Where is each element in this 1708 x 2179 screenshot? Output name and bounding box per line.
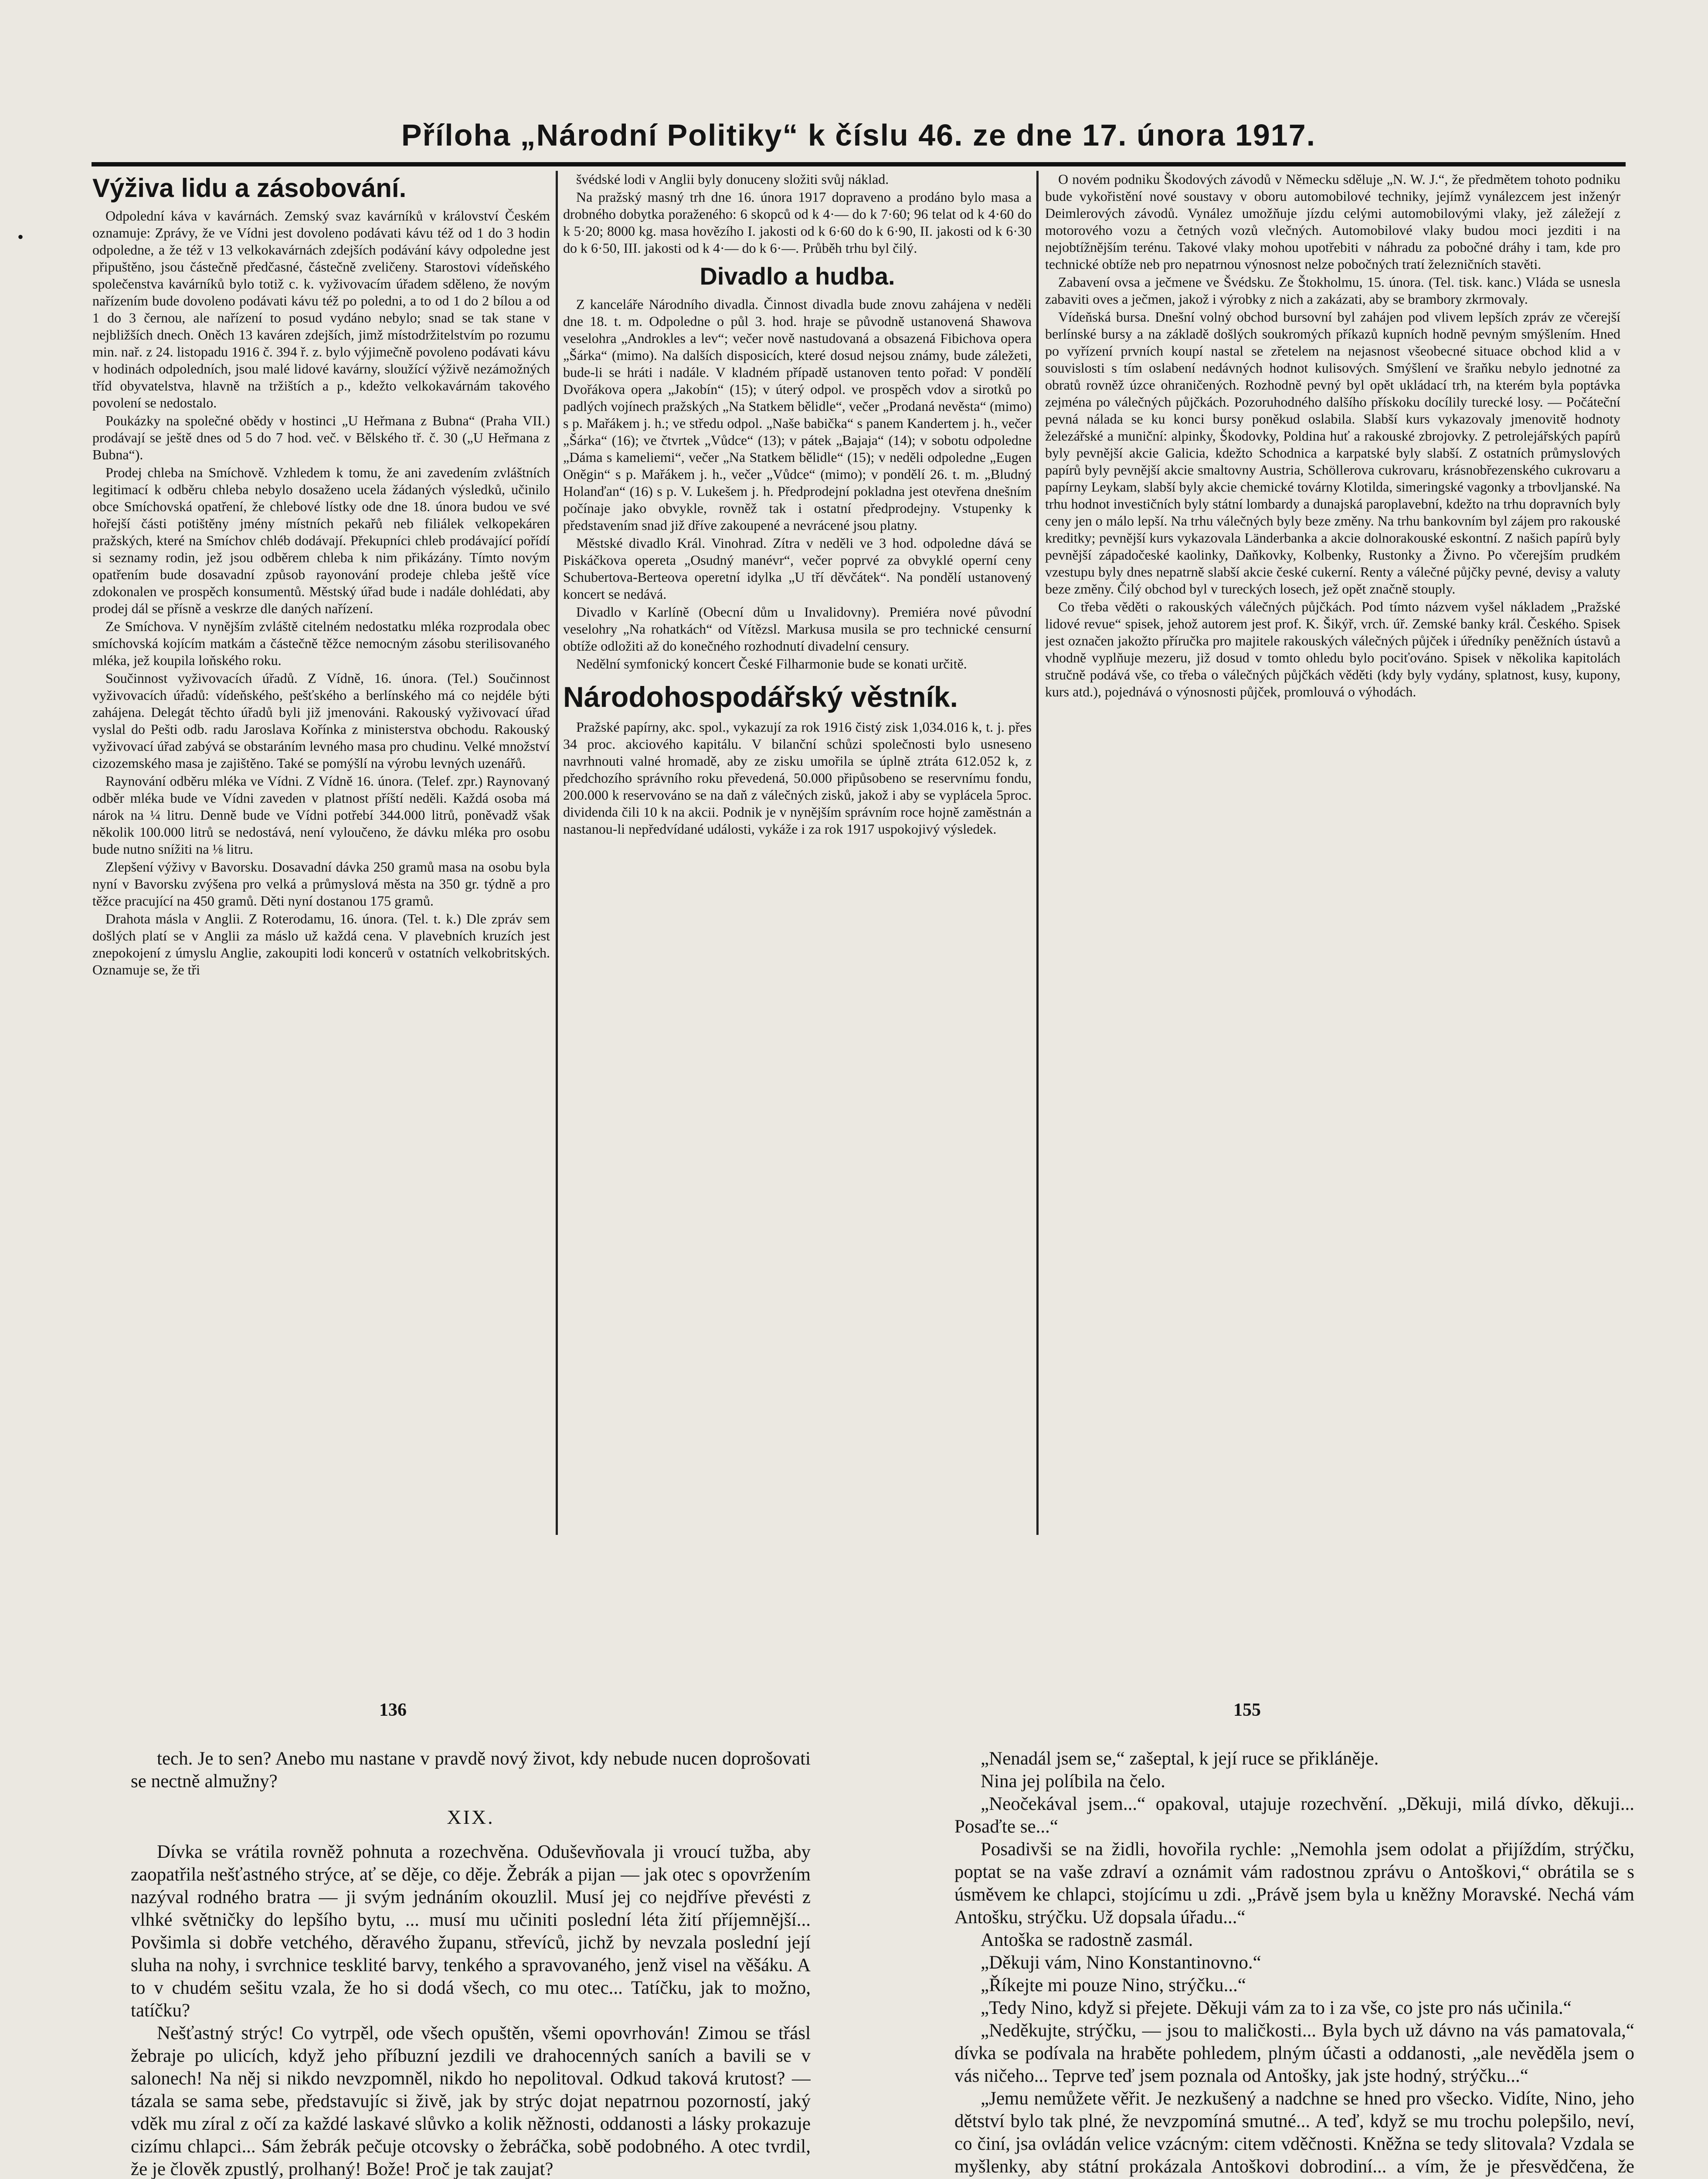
novel-left-opening <box>131 1748 811 1793</box>
paragraph: tech. Je to sen? Anebo mu nastane v pravdě nový život, kdy nebude nucen doprošovati se nectně almužny? <box>131 1748 811 1792</box>
paragraph: Nedělní symfonický koncert České Filharmonie bude se konati určitě. <box>576 656 967 672</box>
novel-left-column <box>131 1748 811 2179</box>
right-column-articles <box>1045 171 1620 700</box>
paragraph: Ze Smíchova. V nynějším zvláště citelném nedostatku mléka rozprodala obec smíchovská kojícím matkám a částečně těžce nemocným zásobu sterilisovaného mléka, jež koupila loňského roku. <box>92 618 550 668</box>
paragraph: O novém podniku Škodových závodů v Německu sděluje „N. W. J.“, že předmětem tohoto podniku bude vykořistění nové soustavy v oboru automobilové techniky, jejímž vynálezcem jest inženýr Deimlerových závodů. Vynález umožňuje jízdu celými automobilovými vlaky, jež záležejí z motorového vozu a četných vozů vlečných. Automobilové vlaky budou moci jezditi i na nejobtížnějším terénu. Takové vlaky mohou upotřebiti v náhradu za pobočné dráhy i tam, kde pro technické obtíže neb pro nepatrnou výnosnost nelze pobočných tratí železničních stavěti. <box>1045 171 1620 272</box>
novel-left-text <box>131 1841 811 2179</box>
paragraph: Z kanceláře Národního divadla. Činnost divadla bude znovu zahájena v neděli dne 18. t. m. Odpoledne o půl 3. hod. hraje se původně ustanovená Shawova veselohra „Androkles a lev“; večer nově nastudovaná a obsazená Fibichova opera „Šárka“ (mimo). Na dalších disposicích, které dosud nejsou známy, bude záležeti, bude-li se hráti i nadále. V kladném případě ustanoven tento pořad: V pondělí Dvořákova opera „Jakobín“ (15); v úterý odpol. ve prospěch vdov a sirotků po padlých vojínech pražských „Na Statkem bělidle“, večer „Prodaná nevěsta“ (mimo) s p. Mařákem j. h.; ve středu odpol. „Naše babička“ s panem Kandertem j. h., večer „Šárka“ (16); ve čtvrtek „Vůdce“ (13); v pátek „Bajaja“ (14); v sobotu odpoledne „Dáma s kameliemi“, večer „Na Statkem bělidle“ (15); v neděli odpoledne „Eugen Oněgin“ s p. Mařákem j. h., večer „Vůdce“ (mimo); v pondělí 26. t. m. „Bludný Holanďan“ (16) s p. V. Lukešem j. h. Předprodejní pokladna jest otevřena dnešním počínaje jako obvykle, rovněž tak i ostatní předprodejny. Vstupenky k představením snad již dříve zakoupené a nevrácené jsou platny. <box>563 296 1032 533</box>
paragraph: Vídeňská bursa. Dnešní volný obchod bursovní byl zahájen pod vlivem lepších zpráv ze včerejší berlínské bursy a na základě došlých soukromých příkazů kupních hodně pevným smýšlením. Hned po vyřízení prvních koupí nastal se zřetelem na nejasnost všeobecné situace obchod klid a v souvislosti s tím oslabení nedávných hodnot kulisových. Smýšlení ve šraňku nebylo jednotné za obratů rovněž úzce ohraničených. Rozhodně pevný byl opět ukládací trh, na kterém byla poptávka zejména po válečných půjčkách. Pozoruhodného dalšího přískoku docílily turecké losy. — Počáteční pevná nálada se ku konci bursy poněkud oslabila. Slabší kurs vykazovaly jmenovitě hodnoty železářské a muniční: alpinky, Škodovky, Poldina huť a rakouské zbrojovky. Z petrolejářských papírů byly pevnější akcie Galicia, kdežto Schodnica a karpatské byly slabší. Z ostatních průmyslových papírů byly pevnější akcie smaltovny Austria, Schöllerova cukrovaru, krásnobřezenského cukrovaru a papírny Leykam, slabší byly akcie chemické továrny Klotilda, simeringské vagonky a trbovljanské. Na trhu hodnot investičních byly státní lombardy a dunajská paroplavební, kdežto na trhu dopravních byly ceny jen o málo lepší. Na trhu válečných byly beze změny. Na trhu bankovním byl zájem pro rakouské kreditky; pevnější kurs vykazovala Länderbanka a akcie dolnorakouské eskontní. Z našich papírů byly pevnější západočeské kaolinky, Daňkovky, Kolbenky, Rustonky a Živno. Po včerejším prudkém vzestupu byly dnes nepatrně slabší akcie české cukerní. Renty a válečné půjčky pevné, devisy a valuty beze změny. Čilý obchod byl v tureckých losech, jež opět značně stouply. <box>1045 309 1620 597</box>
novel-right-column <box>954 1748 1634 2179</box>
paragraph: „Tedy Nino, když si přejete. Děkuji vám za to i za vše, co jste pro nás učinila.“ <box>981 1998 1572 2018</box>
paragraph: Prodej chleba na Smíchově. Vzhledem k tomu, že ani zavedením zvláštních legitimací k odběru chleba nebylo dosaženo ucela žádaných výsledků, učinilo obce Smíchovská opatření, že chlebové lístky ode dne 18. února budou ve své hořejší části potištěny jmény místních pekařů neb filiálek velkopekáren pražských, které na Smíchov chléb dodávají. Překupníci chleb prodávající pořídí si seznamy rodin, jež jsou odběrem chleba k nim přikázány. Tímto novým opatřením bude dosavadní způsob rayonování prodeje chleba ještě více zdokonalen ve prospěch konsumentů. Městský úřad bude i nadále dohlédati, aby prodej dál se přísně a veskrze dle daných nařízení. <box>92 465 550 616</box>
paragraph: Městské divadlo Král. Vinohrad. Zítra v neděli ve 3 hod. odpoledne dává se Piskáčkova opereta „Osudný manévr“, večer poprvé za obvyklé operní ceny Schubertova-Berteova operetní idylka „U tří děvčátek“. Na pondělí ustanovený koncert se nedává. <box>563 535 1032 602</box>
section-heading-nutrition: Výživa lidu a zásobování. <box>92 173 407 203</box>
paragraph: Odpolední káva v kavárnách. Zemský svaz kavárníků v království Českém oznamuje: Zprávy, že ve Vídni jest dovoleno podávati kávu též od 1 do 3 hodin odpoledne, a že též v 13 velkokavárnách zdejších podávání kávy odpoledne jest připuštěno, jsou částečně předčasné, částečně zveličeny. Starostovi vídeňského společenstva kavárníků bylo totiž c. k. vyživovacím úřadem sděleno, že novým nařízením bude dovoleno podávati kávu též po poledni, a to od 1 do 2 bílou a od 1 do 3 černou, ale nařízení to posud vydáno nebylo; snad se tak stane v nejbližších dnech. Oněch 13 kaváren zdejších, jimž místodržitelstvím po rozumu min. nař. z 24. listopadu 1916 č. 394 ř. z. bylo výjimečně povoleno podávati kávu v hodinách odpoledních, jsou malé lidové kavárny, sloužící výživě nezámožných tříd obyvatelstva, hlavně na tržištích a p., kdežto velkokavárnám takového povolení se nedostalo. <box>92 208 550 411</box>
margin-mark: • <box>17 227 24 247</box>
paragraph: „Říkejte mi pouze Nino, strýčku...“ <box>981 1975 1246 1996</box>
paragraph: „Neděkujte, strýčku, — jsou to maličkosti... Byla bych už dávno na vás pamatovala,“ dívka se podívala na hraběte pohledem, plným účasti a oddanosti, „ale nevěděla jsem o vás ničeho... Teprve teď jsem poznala od Antošky, jak jste hodný, strýčku...“ <box>954 2020 1634 2086</box>
column-divider <box>1036 171 1039 1535</box>
paragraph: Posadivši se na židli, hovořila rychle: „Nemohla jsem odolat a přijíždím, strýčku, poptat se na vaše zdraví a oznámit vám radostnou zprávu o Antoškovi,“ obrátila se s úsměvem ke chlapci, stojícímu u zdi. „Právě jsem byla u kněžny Moravské. Nechá vám Antošku, strýčku. Už dopsala úřadu...“ <box>954 1839 1634 1928</box>
paragraph: „Jemu nemůžete věřit. Je nezkušený a nadchne se hned pro všecko. Vidíte, Nino, jeho dětství bylo tak plné, že nevzpomíná smutné... A teď, když se mu trochu polepšilo, neví, co činí, jsa ovládán velice vzácným: citem vděčnosti. Kněžna se tedy slitovala? Vzdala se myšlenky, aby státní prokázala Antoškovi dobrodiní... a vím, že je přesvědčena, že <box>954 2088 1634 2177</box>
section-heading-theatre: Divadlo a hudba. <box>699 262 895 290</box>
page-number-right: 155 <box>1233 1700 1261 1720</box>
section-heading-economy: Národohospodářský věstník. <box>563 681 958 713</box>
paragraph: „Neočekával jsem...“ opakoval, utajuje rozechvění. „Děkuji, milá dívko, děkuji... Posaďte se...“ <box>954 1794 1634 1837</box>
paragraph: Drahota másla v Anglii. Z Roterodamu, 16. února. (Tel. t. k.) Dle zpráv sem došlých platí se v Anglii za máslo už každá cena. V plavebních kruzích jest znepokojení z úmyslu Anglie, zakoupiti lodi koncerů v ostatních velkobritských. Oznamuje se, že tři <box>92 911 550 977</box>
page-number-left: 136 <box>379 1700 407 1720</box>
paragraph: „Nenadál jsem se,“ zašeptal, k její ruce se přikláněje. <box>981 1748 1379 1769</box>
middle-news-column <box>563 171 1032 1544</box>
paragraph: Pražské papírny, akc. spol., vykazují za rok 1916 čistý zisk 1,034.016 k, t. j. přes 34 proc. akciového kapitálu. V bilanční schůzi společnosti bylo usneseno navrhnouti valné hromadě, aby ze zisku umořila se úplně ztráta 612.052 k, z předchozího správního roku převedená, 50.000 připůsobeno se reservnímu fondu, 200.000 k reservováno se na daň z válečných zisků, jakož i aby se vyplácela 5proc. dividenda čili 10 k na akcii. Podnik je v nynějším správním roce hojně zaměstnán a nastanou-li nepředvídané události, vykáže i za rok 1917 uspokojivý výsledek. <box>563 719 1032 837</box>
paragraph: „Děkuji vám, Nino Konstantinovno.“ <box>981 1952 1261 1973</box>
left-news-column <box>92 171 550 1544</box>
paragraph: Co třeba věděti o rakouských válečných půjčkách. Pod tímto názvem vyšel nákladem „Pražské lidové revue“ spisek, jehož autorem jest prof. K. Šikýř, vrch. úř. Zemské banky král. Českého. Spisek jest označen jakožto příručka pro majitele rakouských válečných půjček i úředníky peněžních ústavů a vhodně vyplňuje mezeru, již dosud v tomto ohledu bylo pociťováno. Spisek v několika kapitolách stručně podává vše, co třeba o válečných půjčkách věděti (kdy byly vydány, splatnost, kusy, kupony, kurs atd.), pojednává o výnosnosti půjček, promlouvá o výhodách. <box>1045 599 1620 699</box>
paragraph: švédské lodi v Anglii byly donuceny složiti svůj náklad. <box>576 171 889 187</box>
paragraph: Nina jej políbila na čelo. <box>981 1771 1165 1792</box>
page-header: Příloha „Národní Politiky“ k číslu 46. ze dne 17. února 1917. <box>401 118 1316 152</box>
paragraph: Antoška se radostně zasmál. <box>981 1930 1193 1950</box>
left-column-articles <box>92 207 550 978</box>
column-divider <box>556 171 558 1535</box>
chapter-number: XIX. <box>447 1806 495 1828</box>
paragraph: Poukázky na společné obědy v hostinci „U Heřmana z Bubna“ (Praha VII.) prodávají se ještě dnes od 5 do 7 hod. več. v Bělského tř. č. 30 („U Heřmana z Bubna“). <box>92 413 550 462</box>
middle-column-top-articles <box>563 171 1032 257</box>
paragraph: Zlepšení výživy v Bavorsku. Dosavadní dávka 250 gramů masa na osobu byla nyní v Bavorsku zvýšena pro velká a průmyslová města na 350 gr. týdně a pro těžce pracující na 450 gramů. Děti nyní dostanou 175 gramů. <box>92 859 550 909</box>
economy-articles <box>563 719 1032 838</box>
paragraph: Součinnost vyživovacích úřadů. Z Vídně, 16. února. (Tel.) Součinnost vyživovacích úřadů: vídeňského, pešťského a berlínského má co nejdéle býti zahájena. Delegát těchto úřadů byli již jmenováni. Rakouský vyživovací úřad vyslal do Pešti odb. radu Jaroslava Kořínka z ministerstva obchodu. Rakouský vyživovací úřad zabývá se obstaráním levného masa pro chudinu. Velké množství cizozemského masa je zajištěno. Také se pomýšlí na výrobu levných uzenářů. <box>92 670 550 771</box>
paragraph: Zabavení ovsa a ječmene ve Švédsku. Ze Štokholmu, 15. února. (Tel. tisk. kanc.) Vláda se usnesla zabaviti oves a ječmen, jakož i výrobky z nich a zakázati, aby se brambory zkrmovaly. <box>1045 274 1620 307</box>
paragraph: Divadlo v Karlíně (Obecní dům u Invalidovny). Premiéra nové původní veselohry „Na rohatkách“ od Vítězsl. Markusa musila se pro technické censurní obtíže odložiti až do konečného rozhodnutí divadelní censury. <box>563 604 1032 654</box>
theatre-articles <box>563 296 1032 672</box>
paragraph: Na pražský masný trh dne 16. února 1917 dopraveno a prodáno bylo masa a drobného dobytka poraženého: 6 skopců od k 4·— do k 7·60; 96 telat od k 4·60 do k 5·20; 8000 kg. masa hovězího I. jakosti od k 6·60 do k 6·90, II. jakosti od k 6·30 do k 6·50, III. jakosti od k 4·— do k 6·—. Průběh trhu byl čilý. <box>563 189 1032 256</box>
header-rule <box>92 162 1626 166</box>
right-news-column <box>1045 171 1620 1544</box>
paragraph: Raynování odběru mléka ve Vídni. Z Vídně 16. února. (Telef. zpr.) Raynovaný odběr mléka bude ve Vídni zaveden v platnost příští neděli. Každá osoba má nárok na ¼ litru. Denně bude ve Vídni potřebí 344.000 litrů, poněvadž však několik 100.000 litrů se nedostává, není vyloučeno, že dávku mléka pro osobu bude nutno snížiti na ⅛ litru. <box>92 773 550 857</box>
novel-right-text <box>954 1748 1634 2179</box>
paragraph: Nešťastný strýc! Co vytrpěl, ode všech opuštěn, všemi opovrhován! Zimou se třásl žebraje po ulicích, když jeho příbuzní jezdili ve drahocenných saních a bavili se v salonech! Na něj si nikdo nevzpomněl, nikdo ho nepolitoval. Odkud taková krutost? — tázala se sama sebe, představujíc si živě, jak by strýc dojat nepatrnou pozorností, jaký vděk mu zíral z očí za každé laskavé slůvko a kolik něžnosti, oddanosti a lásky prokazuje cizímu chlapci... Sám žebrák pečuje otcovsky o žebráčka, sobě podobného. A otec tvrdil, že je člověk zpustlý, prolhaný! Bože! Proč je tak zaujat? <box>131 2023 811 2179</box>
paragraph: Dívka se vrátila rovněž pohnuta a rozechvěna. Oduševňovala ji vroucí tužba, aby zaopatřila nešťastného strýce, ať se děje, co děje. Žebrák a pijan — jak otec s opovržením nazýval rodného bratra — ji svým jednáním okouzlil. Musí jej co nejdříve převésti z vlhké světničky do lepšího bytu, ... musí mu učiniti poslední léta žití příjemnější... Povšimla si dobře vetchého, děravého županu, střevíců, jichž by nevzala poslední její sluha na nohy, i svrchnice tesklité barvy, tenkého a spravovaného, jenž visel na věšáku. A to v chudém sešitu vzala, že ho si dodá všech, co mu otec... Tatíčku, jak to možno, tatíčku? <box>131 1842 811 2021</box>
